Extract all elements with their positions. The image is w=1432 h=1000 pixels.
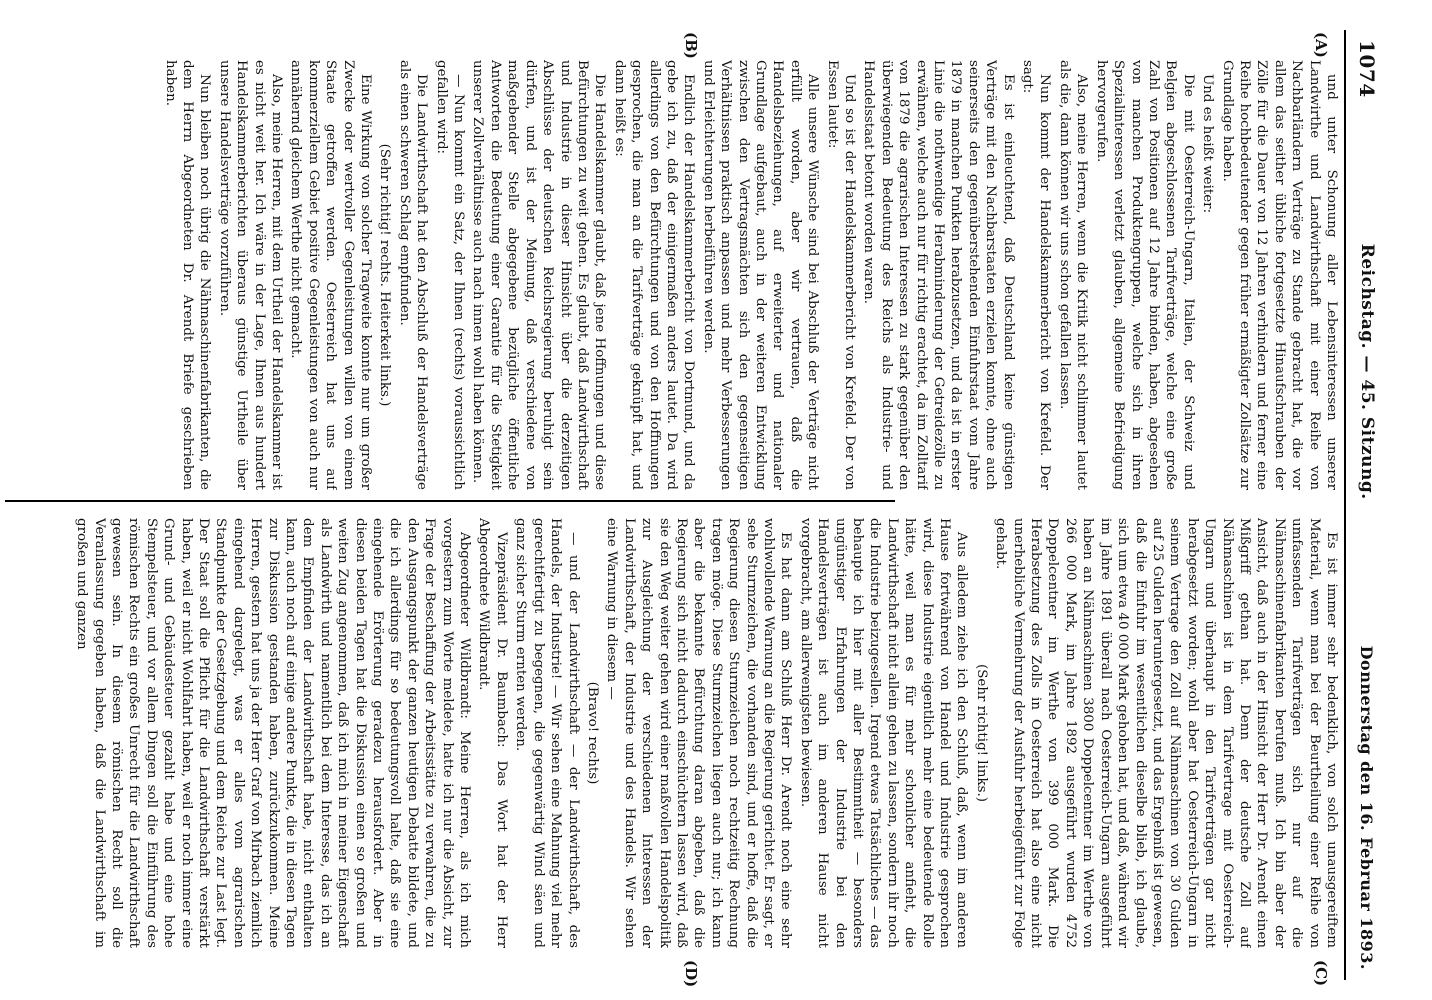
paragraph: Die Landwirthschaft hat den Abschluß der Handelsverträge als einen schweren Schlag empfunden. <box>396 60 430 490</box>
paragraph: Alle unsere Wünsche sind bei Abschluß der Verträge nicht erfüllt worden, aber wir vertrauen, daß die Handelsbeziehungen, auf erweiterter und nationaler Grundlage aufgebaut, auch in der weiteren Entwicklung zwischen den Vertragsmächten sich den gegenseitigen Verhältnissen praktisch anpassen und mehr Verbesserungen und Erleichterungen herbeiführen werden. <box>700 60 821 490</box>
paragraph: — und der Landwirthschaft — der Landwirthschaft, des Handels, der Industrie! — Wir sehen eine Mahnung viel mehr gerechtfertigt zu begegnen, die gegenwärtig Wind säen und ganz sicher Sturm ernten werden. <box>513 518 581 948</box>
paragraph: Nun bleiben noch übrig die Nähmaschinenfabrikanten, die dem Herrn Abgeordneten Dr. Arendt Briefe geschrieben haben. <box>162 60 213 490</box>
paragraph: Aus alledem ziehe ich den Schluß, daß, wenn im anderen Hause fortwährend von Handel und Industrie gesprochen wird, diese Industrie eigentlich mehr eine bedeutende Rolle hätte, weil man es für mehr schonlicher anfieht, die Landwirthschaft nicht allein gehen zu lassen, sondern ihr noch die Industrie beizugesellen. Irgend etwas Tatsächliches — das behaupte ich hier mit aller Bestimmtheit — besonders ungünstiger Erfahrungen der Industrie bei den Handelsverträgen ist auch im anderen Hause nicht vorgebracht, am allerwenigsten bewiesen. <box>797 518 970 948</box>
left-column <box>10 60 1340 490</box>
paragraph: Und so ist der Handelskammerbericht von Krefeld. Der von Essen lautet: <box>824 60 858 490</box>
paragraph: Die mit Oesterreich-Ungarn, Italien, der Schweiz und Belgien abgeschlossenen Tarifverträge, welche eine große Zahl von Positionen auf 12 Jahre binden, haben, abgesehen von manchen Produktengruppen, welche sich in ihren Spezialinteressen verletzt glauben, allgemeine Befriedigung hervorgerufen. <box>1093 60 1196 490</box>
paragraph: und unter Schonung aller Lebensinteressen unserer Landwirthe und Landwirthschaft mit einer Reihe von Nachbarländern Verträge zu Stande gebracht hat, die vor allem das seither übliche fortgesetzte Hinaufschrauben der Zölle für die Dauer von 12 Jahren verhindern und ferner eine Reihe hochbedeutender gegen früher ermäßigter Zollsätze zur Grundlage haben. <box>1219 60 1339 490</box>
paragraph: Also, meine Herren, wenn die Kritik nicht schlimmer lautet als die, dann können wir uns schon gefallen lassen. <box>1056 60 1090 490</box>
paragraph: Es hat dann am Schluß Herr Dr. Arendt noch eine sehr wohlwollende Warnung an die Regierung gerichtet. Er sagt, er sehe Sturmzeichen, die vorhanden sind, und er hoffe, daß die Regierung diesen Sturmzeichen noch rechtzeitig Rechnung tragen möge. Diese Sturmzeichen liegen auch nur; ich kann aber die bekannte Befürchtung daran abgeben, daß die Regierung sich nicht dadurch einschüchtern lassen wird, daß sie den Weg weiter gehen wird einer maßvollen Handelspolitik zur Ausgleichung der verschiedenen Interessen der Landwirthschaft, der Industrie und des Handels. Wir sehen eine Warnung in diesem — <box>604 518 794 948</box>
paragraph: (Bravo! rechts) <box>584 681 600 785</box>
margin-marker-a: (A) <box>1312 32 1330 58</box>
paragraph: Und es heißt weiter: <box>1200 74 1216 214</box>
header-rule <box>1344 30 1346 980</box>
session-title: Reichstag. — 45. Sitzung. <box>1357 243 1377 500</box>
page-number: 1074 <box>1355 40 1379 98</box>
paragraph: Es ist einleuchtend, daß Deutschland keine günstigen Verträge mit den Nachbarstaaten erzielen konnte, ohne auch seinerseits den gegenüberstehenden Einfuhrstaat vom Jahre 1879 in manchen Punkten herabzusetzen, und da ist in erster Linie die nothwendige Herabminderung der Getreidezölle zu erwähnen, welche auch nur für richtig erachtet, da im Zolltarif von 1879 die agrarischen Interessen zu stark gegenüber den überwiegenden Bedeutung des Reichs als Industrie- und Handelsstaat betont worden waren. <box>861 60 1016 490</box>
paragraph: Abgeordneter Wildbrandt: Meine Herren, als ich mich vorgestern zum Worte meldete, hatte ich nur die Absicht, zur Frage der Beschaffung der Arbeitsstätte zu verwahren, die zu den Ausgangspunkt der ganzen heutigen Debatte bildete, und die ich allerdings für so bedeutungsvoll halte, daß sie eine eingehende Erörterung geradezu herausfordert. Aber in diesen beiden Tagen hat die Diskussion einen so großen und weiten Zug angenommen, daß ich mich in meiner Eigenschaft als Landwirth und namentlich bei dem Interesse, das ich an dem Empfinden der Landwirthschaft habe, nicht enthalten kann, auch noch auf einige andere Punkte, die in diesen Tagen zur Diskussion gestanden haben, zurückzukommen. Meine Herren, gestern hat uns ja der Herr Graf von Mirbach ziemlich eingehend dargelegt, was er alles vom agrarischen Standpunkte der Gesetzgebung und dem Reiche zur Last legt. Der Staat soll die Pflicht für die Landwirthschaft verstärkt haben, weil er nicht Wohlfahrt haben, weil er noch immer eine Grund- und Gebäudesteuer gezahlt habe und eine hohe Stempelsteuer, und vor allem Dingen soll die Einführung des römischen Rechts ein großes Unrecht für die Landwirthschaft gewesen sein. In diesem römischen Recht soll die Veranlassung gegeben haben, daß die Landwirthschaft im großen und ganzen <box>74 518 473 948</box>
paragraph: Also, meine Herren, mit dem Urtheil der Handelskammer ist es nicht weit her. Ich wäre in der Lage, Ihnen aus hundert Handelskammerberichten überaus günstige Urtheile über unsere Handelsverträge vorzuführen. <box>216 60 285 490</box>
page-header <box>1352 40 1382 970</box>
column-divider <box>5 500 895 502</box>
margin-marker-b: (B) <box>682 32 700 59</box>
paragraph: Nun kommt der Handelskammerbericht von Krefeld. Der sagt: <box>1020 60 1053 490</box>
paragraph: Vizepräsident Dr. Baumbach: Das Wort hat der Herr Abgeordnete Wildbrandt. <box>476 518 509 948</box>
paragraph: Endlich der Handelskammerbericht von Dortmund, und da gebe ich zu, daß der einigermaßen anders lautet. Da wird allerdings von den Befürchtungen und von den Hoffnungen gesprochen, die man an die Tarifverträge geknüpft hat, und dann heißt es: <box>611 60 697 490</box>
margin-marker-c: (C) <box>1312 960 1330 987</box>
right-column <box>10 518 1340 948</box>
paragraph: (Sehr richtig! rechts. Heiterkeit links.) <box>377 143 393 407</box>
session-date: Donnerstag den 16. Februar 1893. <box>1357 645 1377 970</box>
paragraph: Die Handelskammer glaubt, daß jene Hoffnungen und diese Befürchtungen zu weit gehen. Es glaubt, daß Landwirthschaft und Industrie in dieser Hinsicht über die derzeitigen Abschlüsse der deutschen Reichsregierung beruhigt sein dürfen, und ist der Meinung, daß verschiedene von maßgebender Stelle abgegebene bezügliche öffentliche Antworten die Bedeutung einer Garantie für die Stetigkeit unserer Zollverhältnisse auch nach innen wohl haben können. <box>470 60 608 490</box>
paragraph: — Nun kommt ein Satz, der Ihnen (rechts) voraussichtlich gefallen wird: <box>433 60 467 490</box>
paragraph: Es ist immer sehr bedenklich, von solch unausgereiftem Material, wenn man bei der Beurtheilung einer Reihe von umfassenden Tarifverträgen sich nur auf die Nähmaschinenfabrikanten berufen muß. Ich bin aber der Ansicht, daß auch in der Hinsicht der Herr Dr. Arendt einen Mißgriff gethan hat. Denn der deutsche Zoll auf Nähmaschinen ist in dem Tarifvertrage mit Oesterreich-Ungarn und überhaupt in den Tarifverträgen gar nicht herabgesetzt worden; wohl aber hat Oesterreich-Ungarn in seinem Vertrage den Zoll auf Nähmaschinen von 30 Gulden auf 25 Gulden heruntergesetzt, und das Ergebniß ist gewesen, daß die Einfuhr im wesentlichen dieselbe blieb, ich glaube, sich um etwa 40 000 Mark gehoben hat, und daß, während wir im Jahre 1891 überall nach Oesterreich-Ungarn ausgeführt haben an Nähmaschinen 3800 Doppelcentner im Werthe von 266 000 Mark, im Jahre 1892 ausgeführt wurden 4752 Doppelcentner im Werthe von 399 000 Mark. Die Herabsetzung des Zolls in Oesterreich hat also eine nicht unerhebliche Vermehrung der Ausfuhr herbeigeführt zur Folge gehabt. <box>993 518 1339 948</box>
paragraph: Eine Wirkung von solcher Tragweite konnte nur um großer Zwecke oder wertvoller Gegenleistungen willen von einem Staate getroffen werden. Oesterreich hat uns auf kommerziellem Gebiet positive Gegenleistungen von auch nur annähernd gleichem Werthe nicht gemacht. <box>288 60 374 490</box>
paragraph: (Sehr richtig! links.) <box>973 664 989 802</box>
margin-marker-d: (D) <box>682 960 700 988</box>
